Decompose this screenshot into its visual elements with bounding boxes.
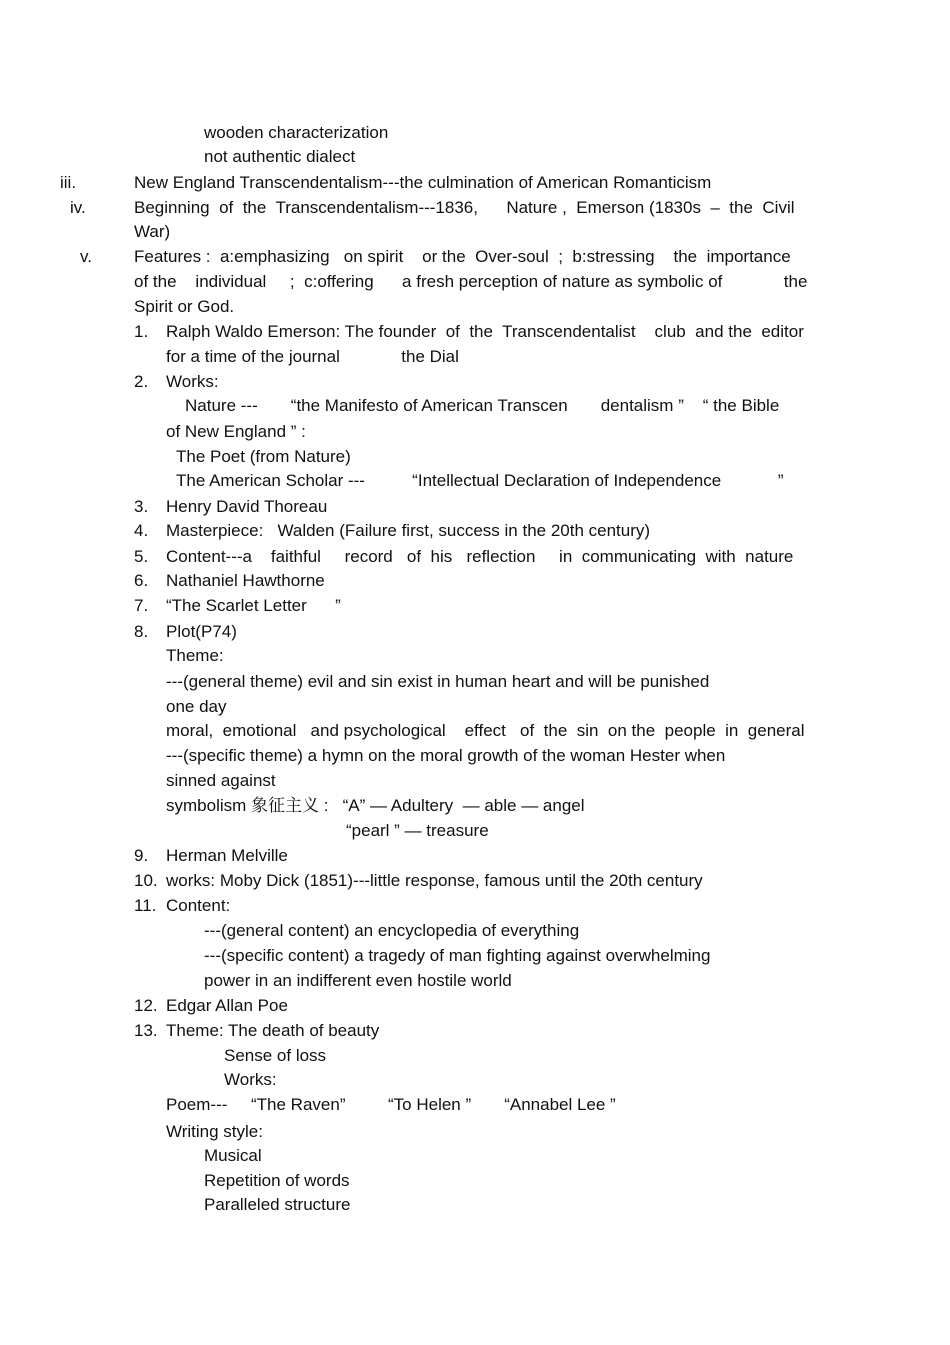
list-marker: 6.: [134, 571, 149, 590]
text-line: Works:: [224, 1070, 277, 1089]
list-marker: iv.: [70, 198, 86, 217]
text-line: works: Moby Dick (1851)---little response, famous until the 20th century: [166, 871, 703, 890]
text-line: of New England ” :: [166, 422, 306, 441]
text-line: Paralleled structure: [204, 1195, 351, 1214]
text-line: sinned against: [166, 771, 276, 790]
text-line: Spirit or God.: [134, 297, 235, 316]
text-line: Sense of loss: [224, 1046, 327, 1065]
text-line: Nature --- “the Manifesto of American Transcen dentalism ” “ the Bible: [185, 396, 780, 415]
text-line: Beginning of the Transcendentalism---1836, Nature , Emerson (1830s – the Civil: [134, 198, 795, 217]
text-line: Henry David Thoreau: [166, 497, 328, 516]
text-line: power in an indifferent even hostile world: [204, 971, 512, 990]
text-line: Masterpiece: Walden (Failure first, success in the 20th century): [166, 521, 651, 540]
text-line: one day: [166, 697, 227, 716]
text-line: Herman Melville: [166, 846, 288, 865]
text-line: Content:: [166, 896, 231, 915]
list-marker: 1.: [134, 322, 149, 341]
list-marker: 9.: [134, 846, 149, 865]
text-line: Features : a:emphasizing on spirit or the Over-soul ; b:stressing the importance: [134, 247, 791, 266]
text-line: Musical: [204, 1146, 262, 1165]
text-line: Writing style:: [166, 1122, 263, 1141]
text-line: Poem--- “The Raven” “To Helen ” “Annabel Lee ”: [166, 1095, 616, 1114]
text-line: Repetition of words: [204, 1171, 350, 1190]
list-marker: 12.: [134, 996, 158, 1015]
list-marker: 4.: [134, 521, 149, 540]
text-line: “The Scarlet Letter ”: [166, 596, 341, 615]
text-line: ---(specific theme) a hymn on the moral growth of the woman Hester when: [166, 746, 726, 765]
text-line: New England Transcendentalism---the culmination of American Romanticism: [134, 173, 712, 192]
text-line: not authentic dialect: [204, 147, 356, 166]
text-line: Content---a faithful record of his reflection in communicating with nature: [166, 547, 794, 566]
text-line: Ralph Waldo Emerson: The founder of the Transcendentalist club and the editor: [166, 322, 804, 341]
text-line: Nathaniel Hawthorne: [166, 571, 325, 590]
text-line: “pearl ” — treasure: [346, 821, 489, 840]
list-marker: iii.: [60, 173, 77, 192]
list-marker: 2.: [134, 372, 149, 391]
text-line: moral, emotional and psychological effect of the sin on the people in general: [166, 721, 805, 740]
text-line: Theme:: [166, 646, 224, 665]
text-line: ---(specific content) a tragedy of man fighting against overwhelming: [204, 946, 711, 965]
text-line: Theme: The death of beauty: [166, 1021, 380, 1040]
text-line: of the individual ; c:offering a fresh perception of nature as symbolic of the: [134, 272, 808, 291]
text-line: Edgar Allan Poe: [166, 996, 288, 1015]
text-line: wooden characterization: [204, 123, 389, 142]
list-marker: 3.: [134, 497, 149, 516]
text-line: ---(general content) an encyclopedia of everything: [204, 921, 580, 940]
text-line: Plot(P74): [166, 622, 237, 641]
list-marker: 5.: [134, 547, 149, 566]
text-line: Works:: [166, 372, 219, 391]
list-marker: 11.: [134, 896, 157, 915]
text-line: symbolism 象征主义 : “A” — Adultery — able — angel: [166, 796, 585, 815]
text-line: War): [134, 222, 171, 241]
list-marker: 7.: [134, 596, 149, 615]
list-marker: v.: [80, 247, 92, 266]
list-marker: 10.: [134, 871, 158, 890]
text-line: The Poet (from Nature): [176, 447, 351, 466]
text-line: ---(general theme) evil and sin exist in human heart and will be punished: [166, 672, 710, 691]
text-line: The American Scholar --- “Intellectual Declaration of Independence ”: [176, 471, 784, 490]
list-marker: 8.: [134, 622, 149, 641]
list-marker: 13.: [134, 1021, 158, 1040]
text-line: for a time of the journal the Dial: [166, 347, 459, 366]
